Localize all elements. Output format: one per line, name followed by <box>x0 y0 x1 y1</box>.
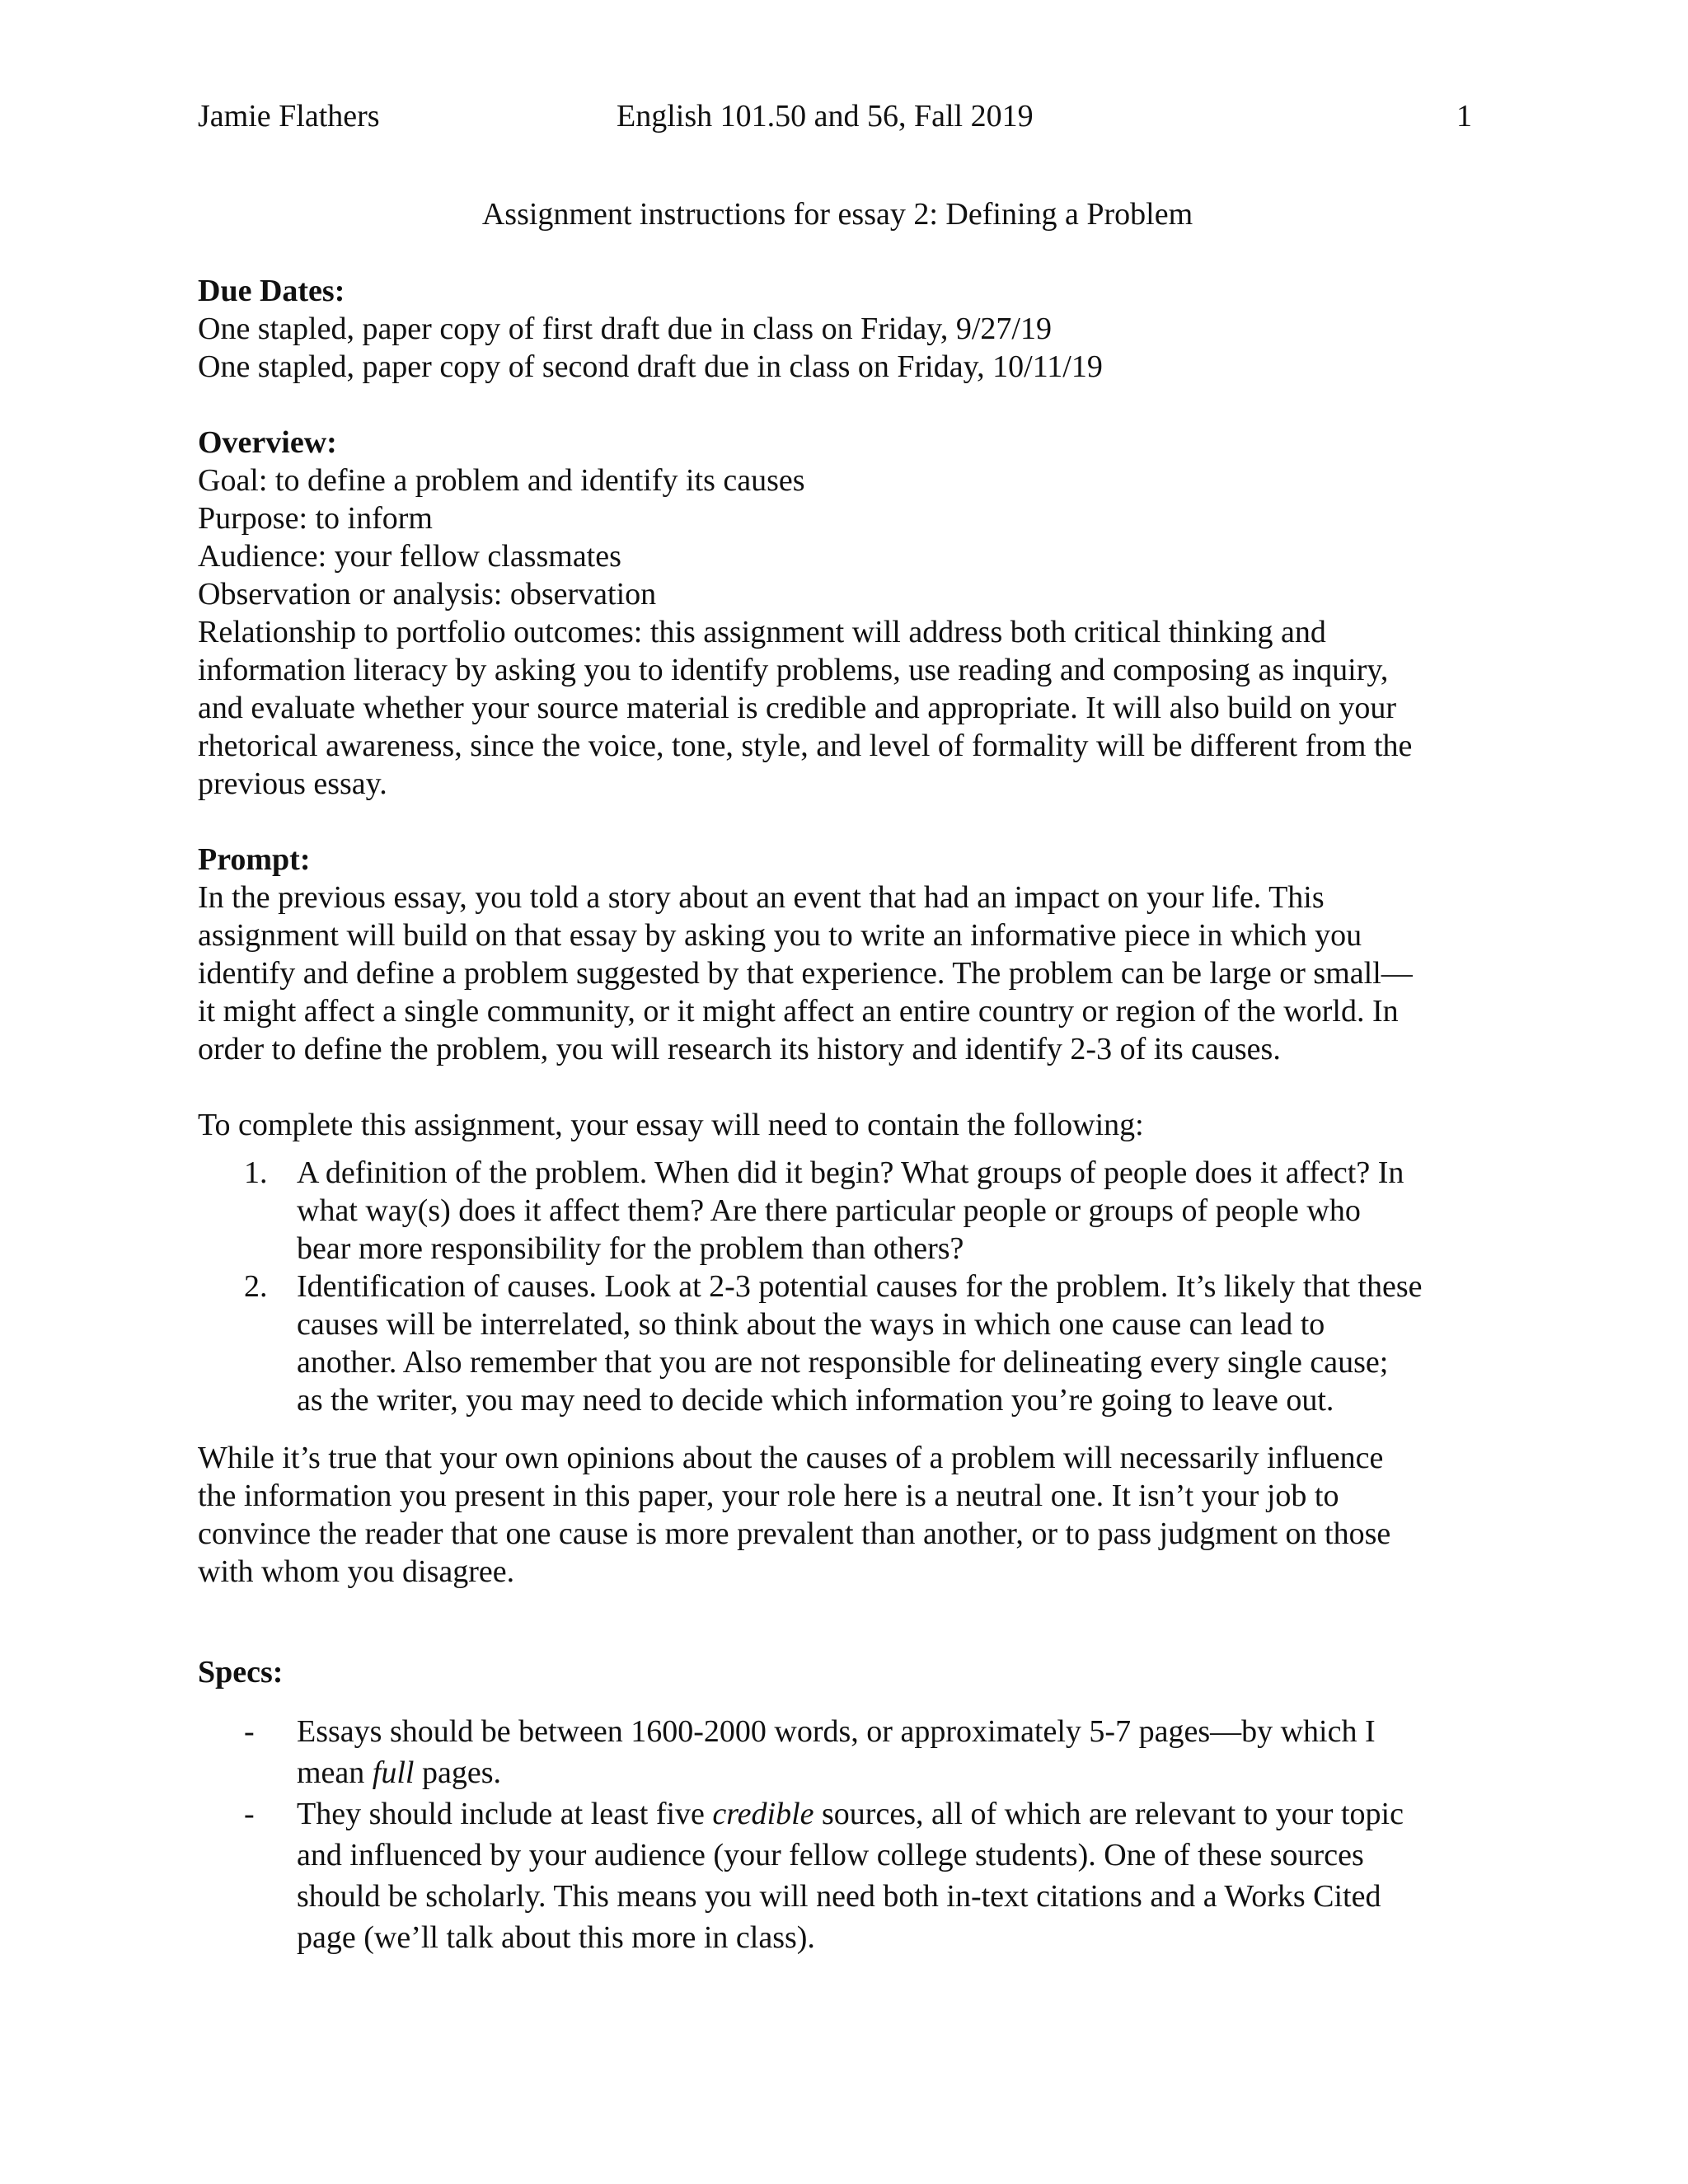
spec-line: Essays should be between 1600-2000 words, or approximately 5-7 pages—by which I <box>297 1714 1376 1749</box>
closing-line: with whom you disagree. <box>198 1554 515 1589</box>
requirement-line: bear more responsibility for the problem than others? <box>297 1231 964 1266</box>
requirements-list <box>198 1154 1484 1419</box>
relationship-line: Relationship to portfolio outcomes: this assignment will address both critical thinking and <box>198 615 1326 649</box>
spec-emphasis: full <box>372 1755 415 1790</box>
overview-line: Purpose: to inform <box>198 501 433 536</box>
relationship-line: previous essay. <box>198 766 387 801</box>
prompt-line: assignment will build on that essay by asking you to write an informative piece in which you <box>198 918 1362 953</box>
overview-section <box>198 424 1484 803</box>
prompt-line: In the previous essay, you told a story about an event that had an impact on your life. This <box>198 880 1325 915</box>
requirement-line: as the writer, you may need to decide which information you’re going to leave out. <box>297 1383 1334 1418</box>
requirement-line: A definition of the problem. When did it begin? What groups of people does it affect? In <box>297 1155 1404 1190</box>
prompt-heading: Prompt: <box>198 842 311 877</box>
spec-item <box>198 1711 1484 1793</box>
closing-paragraph <box>198 1439 1484 1591</box>
document-body <box>198 272 1484 1958</box>
spec-emphasis: credible <box>712 1797 814 1831</box>
overview-line: Goal: to define a problem and identify its causes <box>198 463 805 498</box>
bullet-dash: - <box>244 1714 255 1749</box>
overview-line: Audience: your fellow classmates <box>198 539 621 574</box>
overview-line: Observation or analysis: observation <box>198 577 657 612</box>
page-header <box>198 97 1472 138</box>
spec-line: should be scholarly. This means you will need both in-text citations and a Works Cited <box>297 1879 1381 1914</box>
closing-line: convince the reader that one cause is more prevalent than another, or to pass judgment on those <box>198 1516 1391 1551</box>
closing-line: the information you present in this paper, your role here is a neutral one. It isn’t your job to <box>198 1479 1339 1513</box>
spec-line <box>297 1752 1484 1793</box>
prompt-section <box>198 841 1484 1591</box>
header-author: Jamie Flathers <box>198 99 380 134</box>
bullet-dash: - <box>244 1797 255 1831</box>
requirement-item <box>198 1154 1484 1268</box>
spec-line: page (we’ll talk about this more in class). <box>297 1920 815 1955</box>
relationship-line: and evaluate whether your source material is credible and appropriate. It will also build on your <box>198 691 1397 725</box>
requirement-line: what way(s) does it affect them? Are there particular people or groups of people who <box>297 1193 1361 1228</box>
prompt-line: identify and define a problem suggested by that experience. The problem can be large or small— <box>198 956 1413 991</box>
header-page-number: 1 <box>1456 99 1472 134</box>
specs-list <box>198 1711 1484 1958</box>
list-number: 1. <box>244 1155 268 1190</box>
closing-line: While it’s true that your own opinions about the causes of a problem will necessarily influence <box>198 1441 1384 1475</box>
complete-intro: To complete this assignment, your essay will need to contain the following: <box>198 1108 1144 1142</box>
spec-text: pages. <box>414 1755 502 1790</box>
relationship-line: rhetorical awareness, since the voice, tone, style, and level of formality will be different from the <box>198 729 1413 763</box>
relationship-line: information literacy by asking you to identify problems, use reading and composing as inquiry, <box>198 653 1389 687</box>
specs-section <box>198 1653 1484 1958</box>
requirement-item <box>198 1268 1484 1419</box>
list-number: 2. <box>244 1269 268 1304</box>
overview-heading: Overview: <box>198 425 337 460</box>
due-dates-heading: Due Dates: <box>198 274 345 308</box>
due-date-line: One stapled, paper copy of first draft due in class on Friday, 9/27/19 <box>198 312 1052 346</box>
spec-line <box>297 1793 1484 1835</box>
relationship-paragraph <box>198 613 1484 803</box>
spec-text: sources, all of which are relevant to your topic <box>814 1797 1404 1831</box>
requirement-line: another. Also remember that you are not responsible for delineating every single cause; <box>297 1345 1389 1380</box>
spec-text: They should include at least five <box>297 1797 713 1831</box>
prompt-paragraph <box>198 879 1484 1068</box>
specs-heading: Specs: <box>198 1655 284 1690</box>
spec-line: and influenced by your audience (your fellow college students). One of these sources <box>297 1838 1364 1872</box>
header-course: English 101.50 and 56, Fall 2019 <box>617 99 1034 134</box>
due-dates-section <box>198 272 1484 386</box>
spec-text: mean <box>297 1755 373 1790</box>
document-title: Assignment instructions for essay 2: Defining a Problem <box>481 197 1193 232</box>
prompt-line: it might affect a single community, or it might affect an entire country or region of the world. In <box>198 994 1399 1029</box>
requirement-line: Identification of causes. Look at 2-3 potential causes for the problem. It’s likely that these <box>297 1269 1423 1304</box>
spec-item <box>198 1793 1484 1958</box>
prompt-line: order to define the problem, you will research its history and identify 2-3 of its causes. <box>198 1032 1281 1066</box>
requirement-line: causes will be interrelated, so think about the ways in which one cause can lead to <box>297 1307 1325 1342</box>
due-date-line: One stapled, paper copy of second draft due in class on Friday, 10/11/19 <box>198 349 1103 384</box>
